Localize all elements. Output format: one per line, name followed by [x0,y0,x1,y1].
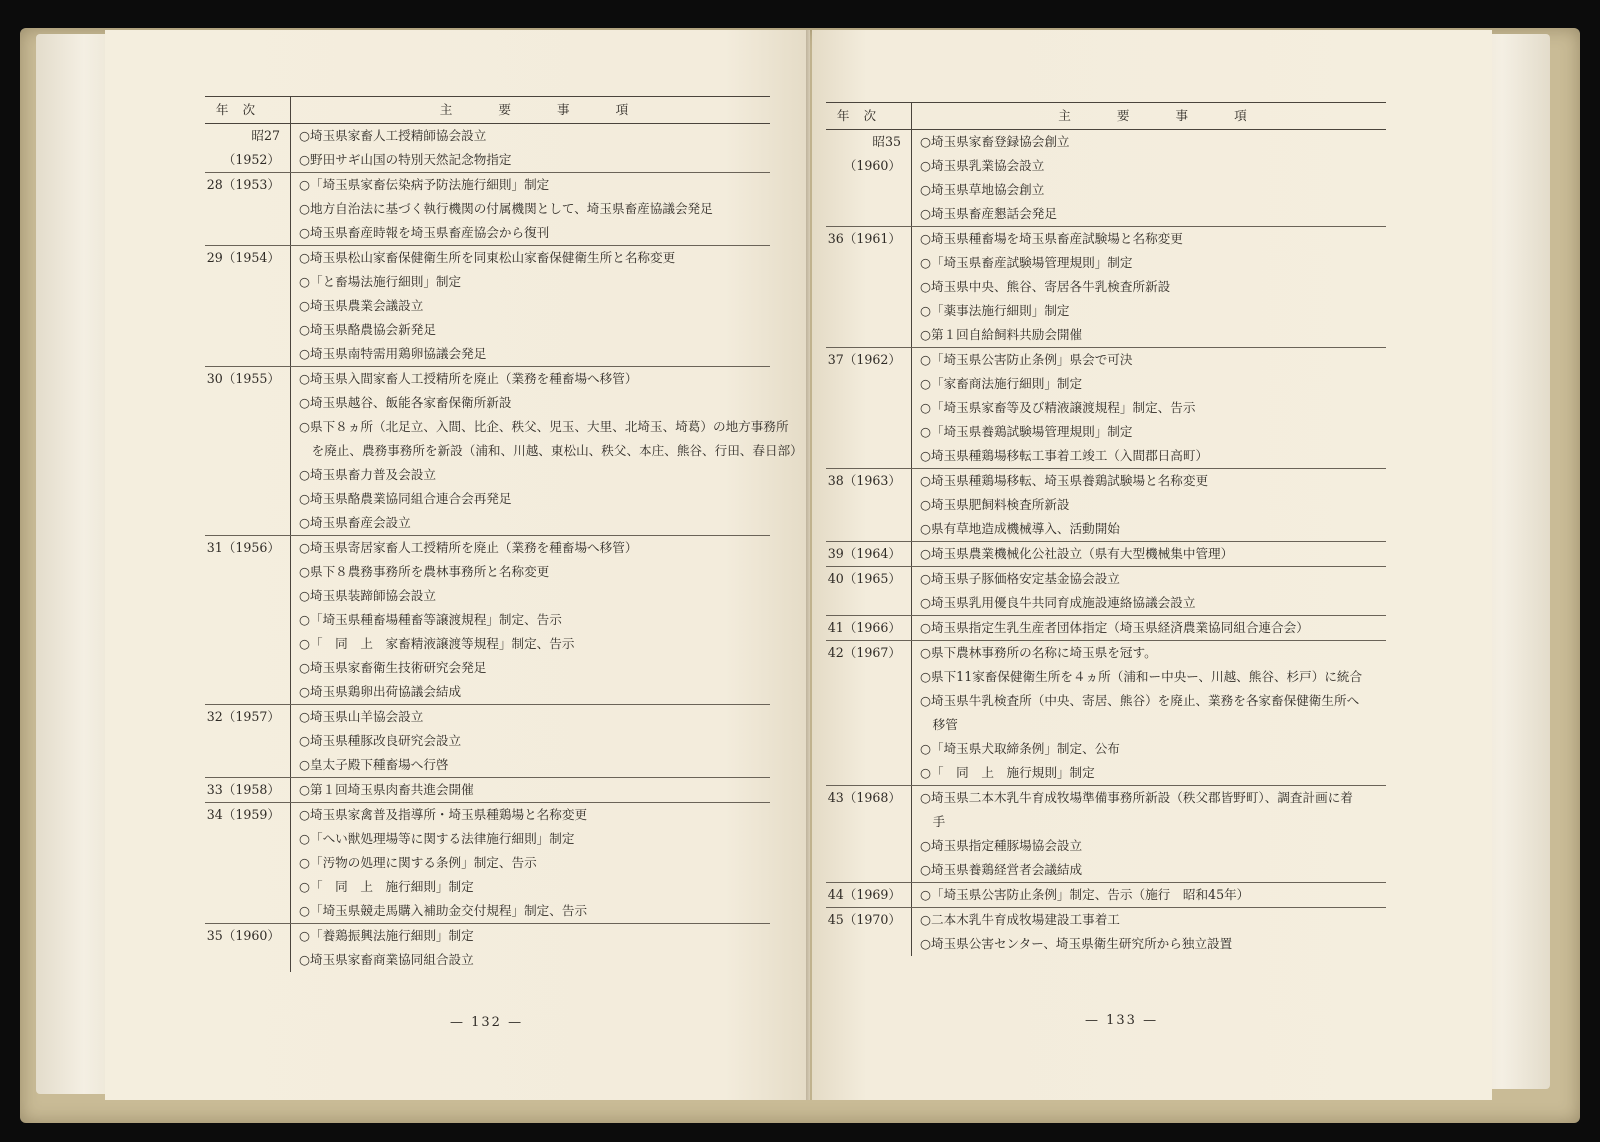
event-item: ○「埼玉県養鶏試験場管理規則」制定 [920,424,1133,439]
event-item: ○第１回自給飼料共励会開催 [920,327,1083,342]
event-item: ○「へい獣処理場等に関する法律施行細則」制定 [299,831,575,846]
event-item: ○埼玉県中央、熊谷、寄居各牛乳検査所新設 [920,279,1171,294]
year-cell: 38（1963） [826,469,912,541]
event-item: ○県下農林事務所の名称に埼玉県を冠す。 [920,645,1157,660]
events-cell [912,641,1386,785]
event-item: ○埼玉県種豚改良研究会設立 [299,733,462,748]
event-item: ○埼玉県家畜商業協同組合設立 [299,952,474,967]
table-row [205,246,770,367]
events-cell [912,786,1386,882]
event-item: ○皇太子殿下種畜場へ行啓 [299,757,449,772]
event-item: ○埼玉県入間家畜人工授精所を廃止（業務を種畜場へ移管） [299,371,638,386]
event-item: ○埼玉県山羊協会設立 [299,709,424,724]
events-cell [291,924,770,972]
events-cell [912,130,1386,226]
event-item: ○埼玉県家畜衛生技術研究会発足 [299,660,487,675]
event-item: ○埼玉県乳業協会設立 [920,158,1045,173]
table-row [205,803,770,924]
page-edges-left [36,34,116,1094]
table-row [826,469,1386,542]
year-cell: 28（1953） [205,173,291,245]
event-item: ○「埼玉県家畜伝染病予防法施行細則」制定 [299,177,550,192]
table-header [826,102,1386,130]
event-item: ○埼玉県家畜人工授精師協会設立 [299,128,487,143]
event-item: ○埼玉県畜力普及会設立 [299,467,436,482]
event-item: ○埼玉県鶏卵出荷協議会結成 [299,684,462,699]
event-item: ○「養鶏振興法施行細則」制定 [299,928,474,943]
table-row [826,542,1386,567]
year-cell: 40（1965） [826,567,912,615]
year-cell: 43（1968） [826,786,912,882]
event-item: ○埼玉県乳用優良牛共同育成施設連絡協議会設立 [920,595,1196,610]
year-cell: 42（1967） [826,641,912,785]
event-item: ○埼玉県牛乳検査所（中央、寄居、熊谷）を廃止、業務を各家畜保健衛生所へ [920,693,1360,708]
event-item: ○「 同 上 施行規則」制定 [920,765,1095,780]
event-item: ○「埼玉県競走馬購入補助金交付規程」制定、告示 [299,903,588,918]
events-cell [291,778,770,802]
event-item: ○埼玉県公害センター、埼玉県衛生研究所から独立設置 [920,936,1233,951]
header-year: 年次 [205,97,291,123]
event-item: ○埼玉県酪農業協同組合連合会再発足 [299,491,512,506]
events-cell [912,348,1386,468]
event-item: ○埼玉県二本木乳牛育成牧場準備事務所新設（秩父郡皆野町）、調査計画に着 [920,790,1353,805]
year-cell: 45（1970） [826,908,912,956]
year-cell: 34（1959） [205,803,291,923]
event-item: ○埼玉県松山家畜保健衛生所を同東松山家畜保健衛生所と名称変更 [299,250,676,265]
event-item: ○第１回埼玉県肉畜共進会開催 [299,782,474,797]
event-item: ○二本木乳牛育成牧場建設工事着工 [920,912,1120,927]
table-row [826,348,1386,469]
events-cell [291,124,770,172]
year-cell: 36（1961） [826,227,912,347]
events-cell [291,803,770,923]
event-item: ○「汚物の処理に関する条例」制定、告示 [299,855,537,870]
table-row [205,173,770,246]
event-item: ○埼玉県寄居家畜人工授精所を廃止（業務を種畜場へ移管） [299,540,638,555]
table-row [205,778,770,803]
event-item: ○埼玉県種鶏場移転工事着工竣工（入間郡日高町） [920,448,1209,463]
right-rows [826,130,1386,956]
year-cell: 30（1955） [205,367,291,535]
events-cell [912,567,1386,615]
table-header [205,96,770,124]
events-cell [291,536,770,704]
events-cell [912,883,1386,907]
table-row [826,641,1386,786]
events-cell [912,616,1386,640]
year-cell: 39（1964） [826,542,912,566]
page-number: — 133 — [1085,1013,1159,1028]
event-item: ○「家畜商法施行細則」制定 [920,376,1083,391]
table-row [205,924,770,972]
year-cell: 33（1958） [205,778,291,802]
event-item: ○「 同 上 家畜精液譲渡等規程」制定、告示 [299,636,575,651]
year-cell: 35（1960） [205,924,291,972]
table-row [826,786,1386,883]
table-row [826,130,1386,227]
year-cell: 32（1957） [205,705,291,777]
event-item: ○埼玉県農業機械化公社設立（県有大型機械集中管理） [920,546,1234,561]
header-items: 主 要 事 項 [1058,108,1248,123]
event-item: ○埼玉県南特需用鶏卵協議会発足 [299,346,487,361]
event-item: ○「埼玉県畜産試験場管理規則」制定 [920,255,1133,270]
year-cell: 41（1966） [826,616,912,640]
events-cell [291,367,803,535]
event-item: ○埼玉県種鶏場移転、埼玉県養鶏試験場と名称変更 [920,473,1209,488]
event-item: ○埼玉県種畜場を埼玉県畜産試験場と名称変更 [920,231,1183,246]
year-cell: 昭27（1952） [205,124,291,172]
event-item: ○埼玉県養鶏経営者会議結成 [920,862,1083,877]
event-item: ○「埼玉県種畜場種畜等譲渡規程」制定、告示 [299,612,562,627]
left-page [105,30,810,1100]
event-item: ○「と畜場法施行細則」制定 [299,274,462,289]
event-item: ○地方自治法に基づく執行機関の付属機関として、埼玉県畜産協議会発足 [299,201,713,216]
event-item: ○埼玉県指定種豚場協会設立 [920,838,1083,853]
events-cell [291,246,770,366]
table-row [205,124,770,173]
year-cell: 31（1956） [205,536,291,704]
event-item: ○埼玉県家禽普及指導所・埼玉県種鶏場と名称変更 [299,807,588,822]
event-item: ○埼玉県肥飼料検査所新設 [920,497,1070,512]
event-item: ○野田サギ山国の特別天然記念物指定 [299,152,512,167]
year-cell: 29（1954） [205,246,291,366]
event-item: 移管 [920,717,958,732]
event-item: ○埼玉県指定生乳生産者団体指定（埼玉県経済農業協同組合連合会） [920,620,1309,635]
event-item: を廃止、農務事務所を新設（浦和、川越、東松山、秩父、本庄、熊谷、行田、春日部） [299,443,803,458]
event-item: ○埼玉県酪農協会新発足 [299,322,436,337]
event-item: 手 [920,814,946,829]
event-item: ○埼玉県畜産時報を埼玉県畜産協会から復刊 [299,225,550,240]
event-item: ○埼玉県装蹄師協会設立 [299,588,436,603]
event-item: ○埼玉県家畜登録協会創立 [920,134,1070,149]
table-row [826,616,1386,641]
event-item: ○埼玉県越谷、飯能各家畜保衛所新設 [299,395,512,410]
events-cell [912,227,1386,347]
event-item: ○「埼玉県公害防止条例」制定、告示（施行 昭和45年） [920,887,1250,902]
left-rows [205,124,803,972]
left-chronology-table [205,96,803,972]
header-items: 主 要 事 項 [439,102,630,117]
event-item: ○「埼玉県公害防止条例」県会で可決 [920,352,1133,367]
table-row [205,536,770,705]
event-item: ○埼玉県草地協会創立 [920,182,1045,197]
page-number: — 132 — [450,1015,524,1030]
event-item: ○埼玉県子豚価格安定基金協会設立 [920,571,1120,586]
event-item: ○県下８農務事務所を農林事務所と名称変更 [299,564,550,579]
event-item: ○「薬事法施行細則」制定 [920,303,1070,318]
event-item: ○「埼玉県家畜等及び精液譲渡規程」制定、告示 [920,400,1196,415]
table-row [205,705,770,778]
event-item: ○「埼玉県犬取締条例」制定、公布 [920,741,1120,756]
year-cell: 昭35（1960） [826,130,912,226]
event-item: ○県有草地造成機械導入、活動開始 [920,521,1120,536]
table-row [826,567,1386,616]
events-cell [912,542,1386,566]
events-cell [912,469,1386,541]
event-item: ○県下８ヵ所（北足立、入間、比企、秩父、児玉、大里、北埼玉、埼葛）の地方事務所 [299,419,789,434]
header-year: 年次 [826,103,912,129]
right-chronology-table [826,102,1386,956]
event-item: ○埼玉県畜産会設立 [299,515,411,530]
events-cell [291,705,770,777]
event-item: ○「 同 上 施行細則」制定 [299,879,474,894]
year-cell: 37（1962） [826,348,912,468]
table-row [826,908,1386,956]
event-item: ○県下11家畜保健衛生所を４ヵ所（浦和ー中央ー、川越、熊谷、杉戸）に統合 [920,669,1363,684]
events-cell [912,908,1386,956]
table-row [205,367,803,536]
year-cell: 44（1969） [826,883,912,907]
events-cell [291,173,770,245]
right-page [812,30,1492,1100]
event-item: ○埼玉県農業会議設立 [299,298,424,313]
table-row [826,883,1386,908]
event-item: ○埼玉県畜産懇話会発足 [920,206,1057,221]
table-row [826,227,1386,348]
